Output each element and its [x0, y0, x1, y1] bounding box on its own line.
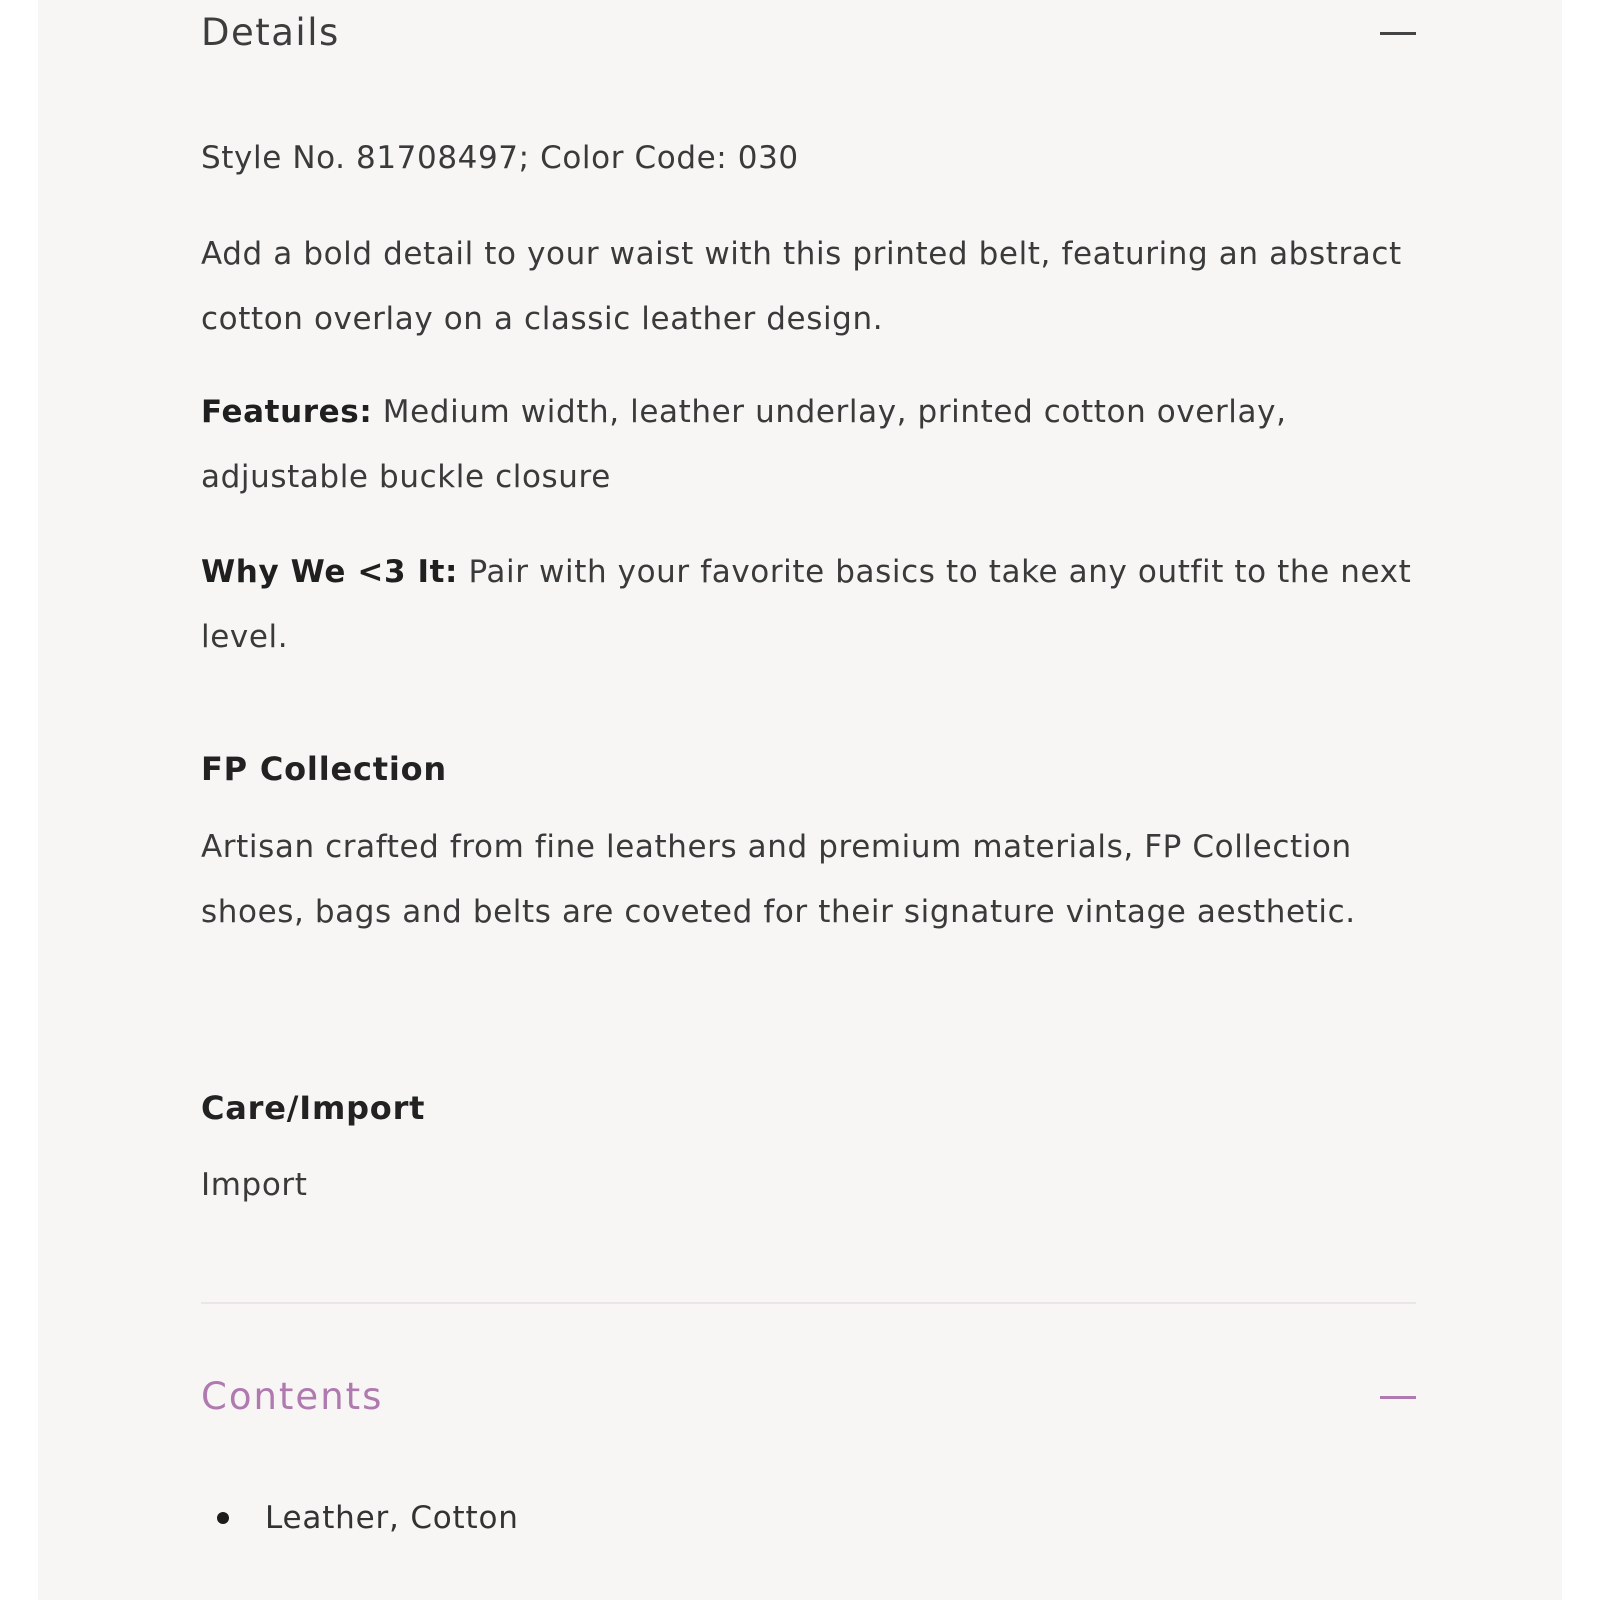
features-value: Medium width, leather underlay, printed cotton overlay, adjustable buckle closure — [201, 394, 1287, 495]
fp-collection-heading: FP Collection — [201, 750, 447, 788]
why-we-love-it-value: Pair with your favorite basics to take any outfit to the next level. — [201, 554, 1412, 655]
care-import-heading: Care/Import — [201, 1089, 426, 1127]
features-text — [201, 380, 1416, 510]
why-we-love-it-label: Why We <3 It: — [201, 554, 459, 590]
features-label: Features: — [201, 394, 373, 430]
product-info-panel — [38, 0, 1562, 1600]
contents-item-label: Leather, Cotton — [265, 1500, 519, 1536]
minus-icon[interactable] — [1380, 32, 1416, 35]
fp-collection-description: Artisan crafted from fine leathers and premium materials, FP Collection shoes, bags and belts are coveted for their signature vintage aesthetic. — [201, 829, 1356, 930]
why-we-love-it-text — [201, 540, 1416, 670]
section-divider — [201, 1302, 1416, 1304]
list-item — [201, 1496, 519, 1541]
details-accordion-header[interactable] — [201, 0, 1416, 70]
product-description: Add a bold detail to your waist with this printed belt, featuring an abstract cotton overlay on a classic leather design. — [201, 236, 1402, 337]
care-import-value: Import — [201, 1167, 308, 1203]
contents-accordion-header[interactable] — [201, 1366, 1416, 1436]
contents-list — [201, 1496, 519, 1541]
bullet-icon — [217, 1512, 229, 1524]
style-number: Style No. 81708497; Color Code: 030 — [201, 140, 799, 176]
details-title: Details — [201, 11, 340, 54]
minus-icon[interactable] — [1380, 1396, 1416, 1399]
contents-title: Contents — [201, 1375, 384, 1418]
